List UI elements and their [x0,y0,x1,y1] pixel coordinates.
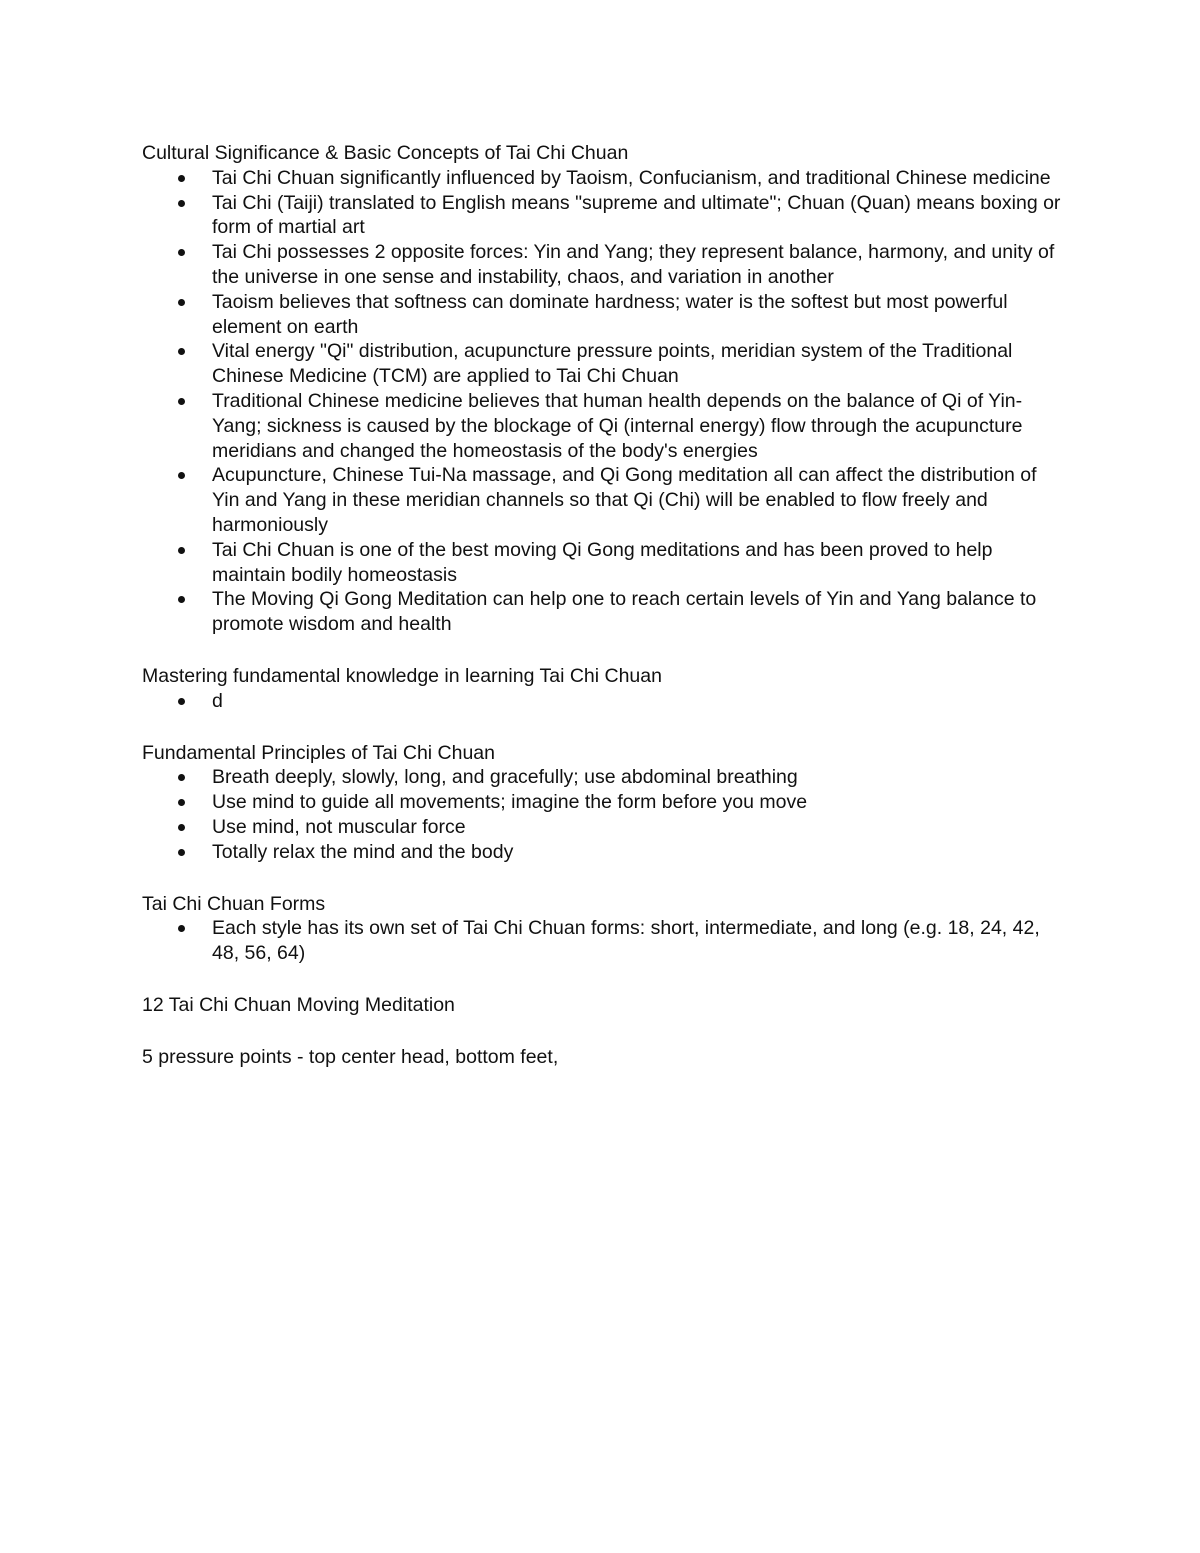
list-item-text: Tai Chi possesses 2 opposite forces: Yin and Yang; they represent balance, harmony, and unity of the universe in one sense and instability, chaos, and variation in another [212,241,1055,288]
list-item-text: Each style has its own set of Tai Chi Chuan forms: short, intermediate, and long (e.g. 18, 24, 42, 48, 56, 64) [212,917,1040,965]
list-item-text: Tai Chi Chuan is one of the best moving Qi Gong meditations and has been proved to help maintain bodily homeostasis [212,538,993,586]
bullet-list [142,765,1067,864]
list-item-text: Tai Chi (Taiji) translated to English means "supreme and ultimate"; Chuan (Quan) means boxing or form of martial art [212,191,1061,239]
bullet-icon [178,774,185,781]
list-item [142,240,1067,290]
bullet-icon [178,299,185,306]
section-title: Mastering fundamental knowledge in learning Tai Chi Chuan [142,664,662,687]
list-item-text: Use mind, not muscular force [212,815,466,838]
document-content [142,141,1067,1097]
bullet-icon [178,547,185,554]
list-item [142,339,1067,389]
list-item-text: Acupuncture, Chinese Tui-Na massage, and Qi Gong meditation all can affect the distribution of Yin and Yang in these meridian channels so that Qi (Chi) will be enabled to flow freely and harmoniously [212,464,1037,536]
section-title: Tai Chi Chuan Forms [142,892,326,915]
bullet-list [142,166,1067,637]
list-item-text: Taoism believes that softness can dominate hardness; water is the softest but most powerful element on earth [212,290,1008,338]
bullet-icon [178,596,185,603]
bullet-icon [178,698,185,705]
list-item-text: Totally relax the mind and the body [212,840,514,863]
list-item-text: Breath deeply, slowly, long, and gracefully; use abdominal breathing [212,766,798,789]
bullet-icon [178,472,185,479]
section-cultural-significance [142,141,1067,637]
bullet-icon [178,799,185,806]
bullet-icon [178,925,185,932]
bullet-icon [178,249,185,256]
list-item [142,389,1067,463]
list-item [142,689,1067,714]
bullet-icon [178,849,185,856]
list-item [142,463,1067,537]
line-moving-meditation [142,993,1067,1018]
bullet-icon [178,348,185,355]
bullet-list [142,916,1067,966]
bullet-icon [178,200,185,207]
list-item [142,290,1067,340]
list-item [142,815,1067,840]
list-item-text: Traditional Chinese medicine believes that human health depends on the balance of Qi of Yin-Yang; sickness is caused by the blockage of Qi (internal energy) flow through the acupuncture meridians and changed the homeostasis of the body's energies [212,389,1023,462]
section-title: Cultural Significance & Basic Concepts of Tai Chi Chuan [142,142,629,164]
list-item-text: Use mind to guide all movements; imagine the form before you move [212,791,808,814]
list-item [142,790,1067,815]
paragraph-text: 12 Tai Chi Chuan Moving Meditation [142,993,455,1016]
list-item [142,166,1067,191]
list-item-text: Tai Chi Chuan significantly influenced by Taoism, Confucianism, and traditional Chinese medicine [212,166,1051,189]
list-item-text: d [212,689,223,712]
bullet-list [142,689,1067,714]
list-item [142,587,1067,637]
paragraph-text: 5 pressure points - top center head, bottom feet, [142,1045,559,1068]
list-item [142,538,1067,588]
section-fundamental-principles [142,741,1067,865]
list-item-text: The Moving Qi Gong Meditation can help one to reach certain levels of Yin and Yang balance to promote wisdom and health [212,588,1037,636]
list-item [142,916,1067,966]
section-mastering-fundamentals [142,664,1067,714]
bullet-icon [178,824,185,831]
line-pressure-points [142,1045,1067,1070]
list-item-text: Vital energy "Qi" distribution, acupuncture pressure points, meridian system of the Traditional Chinese Medicine (TCM) are applied to Tai Chi Chuan [212,340,1013,388]
list-item [142,765,1067,790]
list-item [142,191,1067,241]
section-title: Fundamental Principles of Tai Chi Chuan [142,741,495,764]
section-forms [142,892,1067,966]
bullet-icon [178,398,185,405]
bullet-icon [178,175,185,182]
list-item [142,840,1067,865]
